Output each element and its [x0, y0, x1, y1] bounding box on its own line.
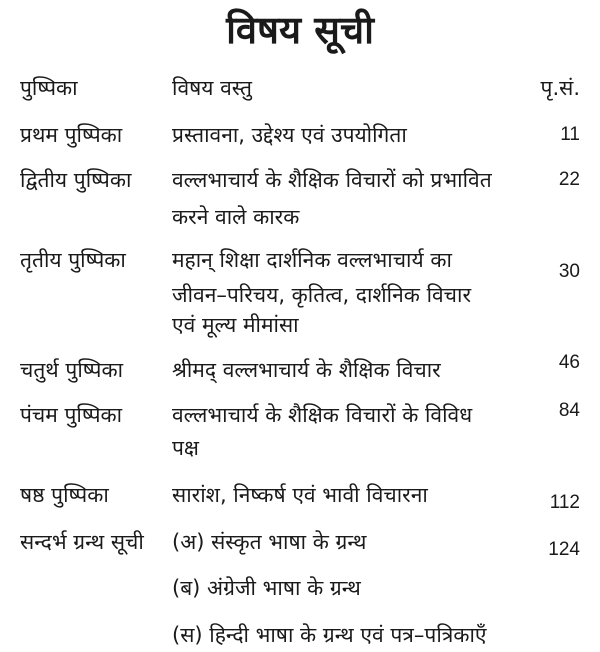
subject-line: वल्लभाचार्य के शैक्षिक विचारों के विविध: [172, 403, 473, 427]
chapter-name: द्वितीय पुष्पिका: [20, 168, 132, 192]
page-number: 84: [558, 400, 580, 421]
subject-line: महान् शिक्षा दार्शनिक वल्लभाचार्य का: [172, 248, 452, 272]
subject-line: करने वाले कारक: [172, 205, 300, 229]
page-number: 30: [558, 261, 580, 282]
page-number: 22: [558, 169, 580, 190]
chapter-name: षष्ठ पुष्पिका: [20, 483, 109, 507]
page-number: 11: [560, 124, 580, 145]
page-number: 124: [548, 539, 580, 560]
subject-line: श्रीमद् वल्लभाचार्य के शैक्षिक विचार: [172, 358, 441, 382]
chapter-name: सन्दर्भ ग्रन्थ सूची: [20, 530, 144, 554]
subject-line: जीवन–परिचय, कृतित्व, दार्शनिक विचार: [172, 283, 472, 307]
subject-line: प्रस्तावना, उद्देश्य एवं उपयोगिता: [172, 123, 407, 147]
chapter-name: चतुर्थ पुष्पिका: [20, 358, 124, 382]
subject-line: एवं मूल्य मीमांसा: [172, 313, 299, 337]
chapter-name: पंचम पुष्पिका: [20, 403, 123, 427]
subject-line: (ब) अंग्रेजी भाषा के ग्रन्थ: [172, 576, 361, 600]
chapter-name: प्रथम पुष्पिका: [20, 123, 123, 147]
page-number: 46: [558, 352, 580, 373]
subject-line: (स) हिन्दी भाषा के ग्रन्थ एवं पत्र–पत्रिकाएँ: [172, 623, 487, 647]
subject-line: सारांश, निष्कर्ष एवं भावी विचारना: [172, 483, 428, 507]
page-number: 112: [549, 492, 580, 513]
subject-line: (अ) संस्कृत भाषा के ग्रन्थ: [172, 530, 367, 554]
page-title: विषय सूची: [226, 8, 374, 52]
chapter-name: तृतीय पुष्पिका: [20, 248, 126, 272]
header-subject: विषय वस्तु: [172, 76, 252, 100]
subject-line: वल्लभाचार्य के शैक्षिक विचारों को प्रभावित: [172, 168, 492, 192]
subject-line: पक्ष: [172, 436, 199, 460]
header-page: पृ.सं.: [540, 76, 580, 100]
header-chapter: पुष्पिका: [20, 76, 78, 100]
